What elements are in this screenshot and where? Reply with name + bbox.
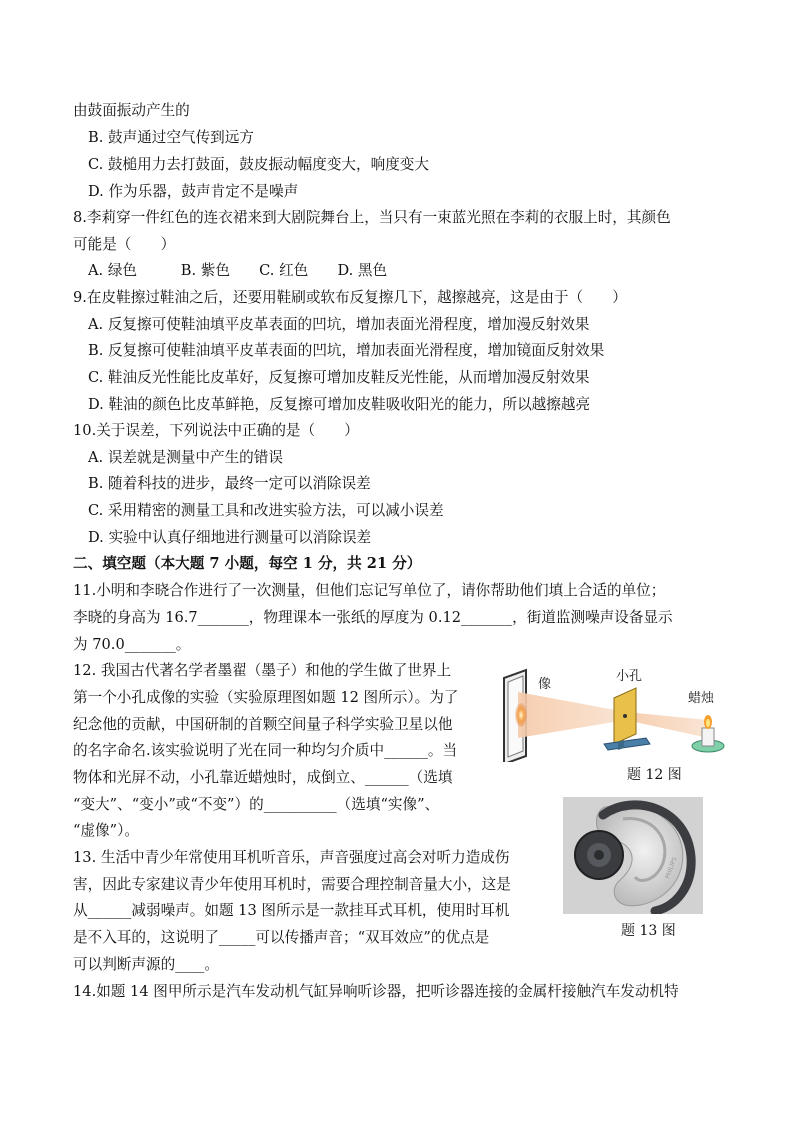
- label-image: 像: [538, 677, 552, 692]
- label-pinhole: 小孔: [616, 669, 643, 684]
- light-beam: [518, 692, 626, 738]
- candle-icon: [702, 728, 714, 746]
- text-line: 纪念他的贡献，中国研制的首颗空间量子科学实验卫星以他: [73, 716, 453, 733]
- text-line: 从______减弱噪声。如题 13 图所示是一款挂耳式耳机，使用时耳机: [73, 902, 510, 919]
- option-d: D. 鞋油的颜色比皮革鲜艳，反复擦可增加皮鞋吸收阳光的能力，所以越擦越亮: [88, 396, 591, 413]
- inverted-image: [515, 703, 527, 727]
- section-heading: 二、填空题（本大题 7 小题，每空 1 分，共 21 分）: [73, 555, 422, 572]
- pinhole-diagram: [496, 660, 728, 762]
- option-c: C. 鼓槌用力去打鼓面，鼓皮振动幅度变大，响度变大: [88, 156, 429, 173]
- option-d: D. 作为乐器，鼓声肯定不是噪声: [88, 183, 299, 200]
- question-10: 10.关于误差，下列说法中正确的是（ ）: [73, 422, 359, 439]
- question-11: 11.小明和李晓合作进行了一次测量，但他们忘记写单位了，请你帮助他们填上合适的单位；: [73, 582, 666, 599]
- text-line: 害，因此专家建议青少年使用耳机时，需要合理控制音量大小，这是: [73, 876, 511, 893]
- option-c: C. 采用精密的测量工具和改进实验方法，可以减小误差: [88, 502, 444, 519]
- earphone-photo: [563, 797, 703, 914]
- text-line: “变大”、“变小”或“不变”）的__________（选填“实像”、: [73, 796, 440, 813]
- text-line: 是不入耳的，这说明了_____可以传播声音；“双耳效应”的优点是: [73, 929, 490, 946]
- text-line: 可能是（ ）: [73, 236, 176, 253]
- option-b: B. 鼓声通过空气传到远方: [88, 129, 254, 146]
- question-8: 8.李莉穿一件红色的连衣裙来到大剧院舞台上，当只有一束蓝光照在李莉的衣服上时，其颜色: [73, 209, 671, 226]
- light-beam: [626, 712, 708, 738]
- text-line: 李晓的身高为 16.7_______，物理课本一张纸的厚度为 0.12_______，街道监测噪声设备显示: [73, 609, 673, 626]
- question-13: 13. 生活中青少年常使用耳机听音乐，声音强度过高会对听力造成伤: [73, 849, 510, 866]
- question-9: 9.在皮鞋擦过鞋油之后，还要用鞋刷或软布反复擦几下，越擦越亮，这是由于（ ）: [73, 289, 627, 306]
- text-line: 由鼓面振动产生的: [73, 102, 190, 119]
- option-a: A. 反复擦可使鞋油填平皮革表面的凹坑，增加表面光滑程度，增加漫反射效果: [88, 316, 590, 333]
- brand-logo: PHILIPS: [664, 856, 679, 880]
- figure-13-caption: 题 13 图: [621, 923, 676, 939]
- question-14: 14.如题 14 图甲所示是汽车发动机气缸异响听诊器，把听诊器连接的金属杆接触汽车发动机特: [73, 983, 679, 1000]
- text-line: 可以判断声源的____。: [73, 956, 219, 973]
- question-8-options: A. 绿色 B. 紫色 C. 红色 D. 黑色: [88, 262, 388, 279]
- text-line: 的名字命名.该实验说明了光在同一种均匀介质中______。当: [73, 742, 458, 759]
- option-b: B. 随着科技的进步，最终一定可以消除误差: [88, 475, 371, 492]
- option-c: C. 鞋油反光性能比皮革好，反复擦可增加皮鞋反光性能，从而增加漫反射效果: [88, 369, 590, 386]
- option-b: B. 反复擦可使鞋油填平皮革表面的凹坑，增加表面光滑程度，增加镜面反射效果: [88, 342, 605, 359]
- option-a: A. 误差就是测量中产生的错误: [88, 449, 283, 466]
- question-12: 12. 我国古代著名学者墨翟（墨子）和他的学生做了世界上: [73, 662, 452, 679]
- option-d: D. 实验中认真仔细地进行测量可以消除误差: [88, 529, 372, 546]
- text-line: 第一个小孔成像的实验（实验原理图如题 12 图所示）。为了: [73, 689, 459, 706]
- figure-12-caption: 题 12 图: [627, 767, 682, 783]
- text-line: “虚像”）。: [73, 822, 139, 839]
- text-line: 物体和光屏不动，小孔靠近蜡烛时，成倒立、______（选填: [73, 769, 453, 786]
- label-candle: 蜡烛: [688, 691, 715, 706]
- text-line: 为 70.0_______。: [73, 636, 191, 653]
